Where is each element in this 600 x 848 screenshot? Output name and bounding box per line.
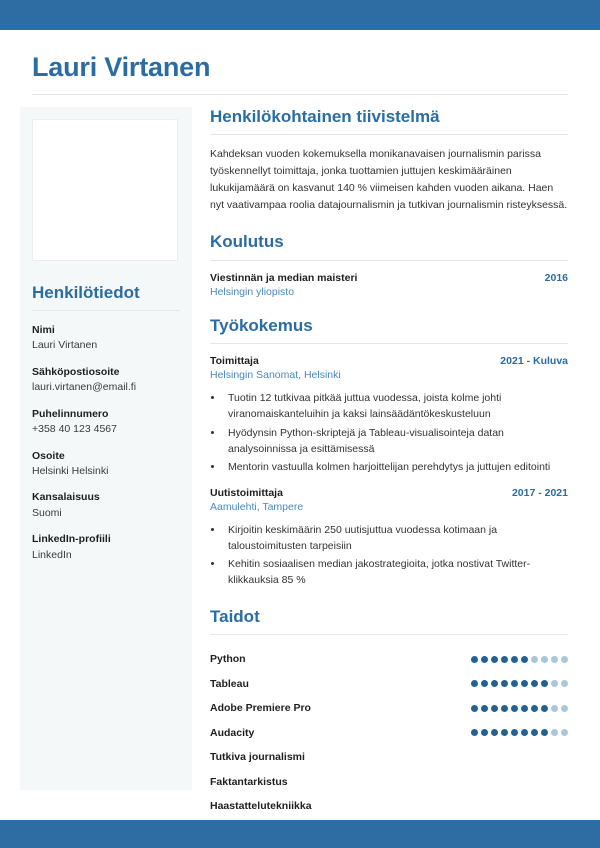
rating-dot-filled	[531, 680, 538, 687]
personal-details-list	[32, 323, 180, 562]
info-label: Nimi	[32, 324, 55, 337]
rating-dot-filled	[471, 680, 478, 687]
rating-dot-filled	[501, 680, 508, 687]
skill-name: Adobe Premiere Pro	[210, 702, 311, 715]
sidebar	[20, 107, 192, 790]
page-title: Lauri Virtanen	[32, 52, 211, 82]
skill-row	[210, 721, 568, 746]
profile-photo-placeholder[interactable]	[32, 119, 178, 261]
top-accent-bar	[0, 0, 600, 30]
skill-name: Tutkiva journalismi	[210, 751, 305, 764]
rating-dot-filled	[511, 656, 518, 663]
info-value: lauri.virtanen@email.fi	[32, 381, 137, 394]
sidebar-heading-divider	[32, 310, 180, 311]
entry-organization: Aamulehti, Tampere	[210, 500, 304, 513]
entry-organization: Helsingin Sanomat, Helsinki	[210, 369, 341, 382]
rating-dot-filled	[521, 729, 528, 736]
rating-dot-filled	[481, 680, 488, 687]
rating-dot-filled	[541, 680, 548, 687]
info-value: Suomi	[32, 506, 62, 519]
section-education	[210, 232, 568, 297]
skill-name: Faktantarkistus	[210, 775, 288, 788]
list-item: • Kehitin sosiaalisen median jakostrategioita, jotka nostivat Twitter-klikkauksia 85 %	[224, 556, 568, 589]
rating-dot-filled	[521, 705, 528, 712]
list-item: • Hyödynsin Python-skriptejä ja Tableau-visualisointeja datan analysoinnissa ja esittämisessä	[224, 425, 568, 458]
info-label: Sähköpostiosoite	[32, 365, 120, 378]
list-item	[32, 365, 180, 395]
section-summary	[210, 107, 568, 214]
skill-row	[210, 647, 568, 672]
info-label: LinkedIn-profiili	[32, 533, 111, 546]
section-heading-skills: Taidot	[210, 606, 260, 626]
rating-dot-filled	[531, 729, 538, 736]
rating-dot-filled	[501, 656, 508, 663]
list-item: • Mentorin vastuulla kolmen harjoittelijan perehdytys ja juttujen editointi	[224, 459, 568, 475]
rating-dot-filled	[471, 656, 478, 663]
info-value: Lauri Virtanen	[32, 339, 98, 352]
main-column	[192, 107, 580, 822]
rating-dot-filled	[521, 680, 528, 687]
bottom-accent-bar	[0, 820, 600, 848]
rating-dot-empty	[531, 656, 538, 663]
skills-list	[210, 647, 568, 819]
skill-rating-dots	[471, 705, 568, 712]
rating-dot-filled	[491, 656, 498, 663]
section-heading-summary: Henkilökohtainen tiivistelmä	[210, 107, 440, 127]
rating-dot-filled	[491, 729, 498, 736]
skill-name: Tableau	[210, 677, 249, 690]
skill-row	[210, 696, 568, 721]
info-value[interactable]: LinkedIn	[32, 548, 72, 561]
section-divider	[210, 343, 568, 344]
rating-dot-filled	[501, 729, 508, 736]
list-item	[32, 323, 180, 353]
rating-dot-empty	[561, 705, 568, 712]
entry-title: Viestinnän ja median maisteri	[210, 271, 358, 284]
entry-bullet-list	[224, 390, 568, 475]
info-label: Kansalaisuus	[32, 491, 100, 504]
rating-dot-empty	[561, 680, 568, 687]
summary-text: Kahdeksan vuoden kokemuksella monikanavaisen journalismin parissa työskennellyt toimittaja, jonka tuottamien juttujen keskimääräinen lukukijamäärä on kasvanut 140 % viimeisen kahden vuoden aikana. Haen nyt vaativampaa roolia datajournalismin ja tutkivan journalismin risteyksessä.	[210, 148, 568, 212]
name-header	[0, 30, 600, 95]
rating-dot-filled	[531, 705, 538, 712]
section-divider	[210, 134, 568, 135]
list-item: • Tuotin 12 tutkivaa pitkää juttua vuodessa, joista kolme johti viranomaiskanteluihin ja kaksi lainsäädäntökeskusteluun	[224, 390, 568, 423]
list-item	[32, 532, 180, 562]
rating-dot-empty	[541, 656, 548, 663]
skill-rating-dots	[471, 656, 568, 663]
list-item	[32, 407, 180, 437]
section-divider	[210, 260, 568, 261]
experience-entry	[210, 355, 568, 475]
skill-row	[210, 794, 568, 819]
section-divider	[210, 634, 568, 635]
rating-dot-empty	[561, 656, 568, 663]
info-label: Puhelinnumero	[32, 407, 109, 420]
info-value: +358 40 123 4567	[32, 422, 117, 435]
rating-dot-empty	[551, 680, 558, 687]
rating-dot-empty	[561, 729, 568, 736]
info-value: Helsinki Helsinki	[32, 464, 109, 477]
rating-dot-filled	[511, 705, 518, 712]
education-entry	[210, 272, 568, 298]
rating-dot-filled	[541, 705, 548, 712]
rating-dot-empty	[551, 705, 558, 712]
skill-row	[210, 745, 568, 770]
skill-name: Audacity	[210, 726, 255, 739]
skill-name: Haastattelutekniikka	[210, 800, 312, 813]
rating-dot-filled	[491, 705, 498, 712]
entry-header	[210, 355, 568, 367]
skill-name: Python	[210, 653, 246, 666]
sidebar-section-heading: Henkilötiedot	[32, 283, 140, 303]
list-item	[32, 490, 180, 520]
entry-bullet-list	[224, 522, 568, 589]
entry-organization: Helsingin yliopisto	[210, 285, 295, 298]
rating-dot-filled	[501, 705, 508, 712]
content-columns	[0, 95, 600, 848]
experience-entry	[210, 487, 568, 589]
rating-dot-filled	[541, 729, 548, 736]
skill-row	[210, 770, 568, 795]
rating-dot-filled	[471, 705, 478, 712]
skill-row	[210, 672, 568, 697]
rating-dot-filled	[511, 729, 518, 736]
entry-date: 2016	[544, 271, 568, 284]
rating-dot-empty	[551, 729, 558, 736]
entry-date: 2017 - 2021	[511, 486, 568, 499]
list-item: • Kirjoitin keskimäärin 250 uutisjuttua vuodessa kotimaan ja taloustoimitusten tarpeisiin	[224, 522, 568, 555]
rating-dot-filled	[511, 680, 518, 687]
entry-title: Uutistoimittaja	[210, 486, 283, 499]
section-heading-experience: Työkokemus	[210, 315, 313, 335]
rating-dot-filled	[491, 680, 498, 687]
skill-rating-dots	[471, 680, 568, 687]
section-experience	[210, 316, 568, 589]
entry-header	[210, 272, 568, 284]
section-skills	[210, 607, 568, 819]
info-label: Osoite	[32, 449, 65, 462]
rating-dot-empty	[551, 656, 558, 663]
rating-dot-filled	[481, 656, 488, 663]
rating-dot-filled	[521, 656, 528, 663]
rating-dot-filled	[471, 729, 478, 736]
rating-dot-filled	[481, 729, 488, 736]
skill-rating-dots	[471, 729, 568, 736]
rating-dot-filled	[481, 705, 488, 712]
list-item	[32, 449, 180, 479]
entry-date: 2021 - Kuluva	[500, 355, 568, 368]
section-heading-education: Koulutus	[210, 232, 284, 252]
entry-title: Toimittaja	[210, 355, 259, 368]
entry-header	[210, 487, 568, 499]
